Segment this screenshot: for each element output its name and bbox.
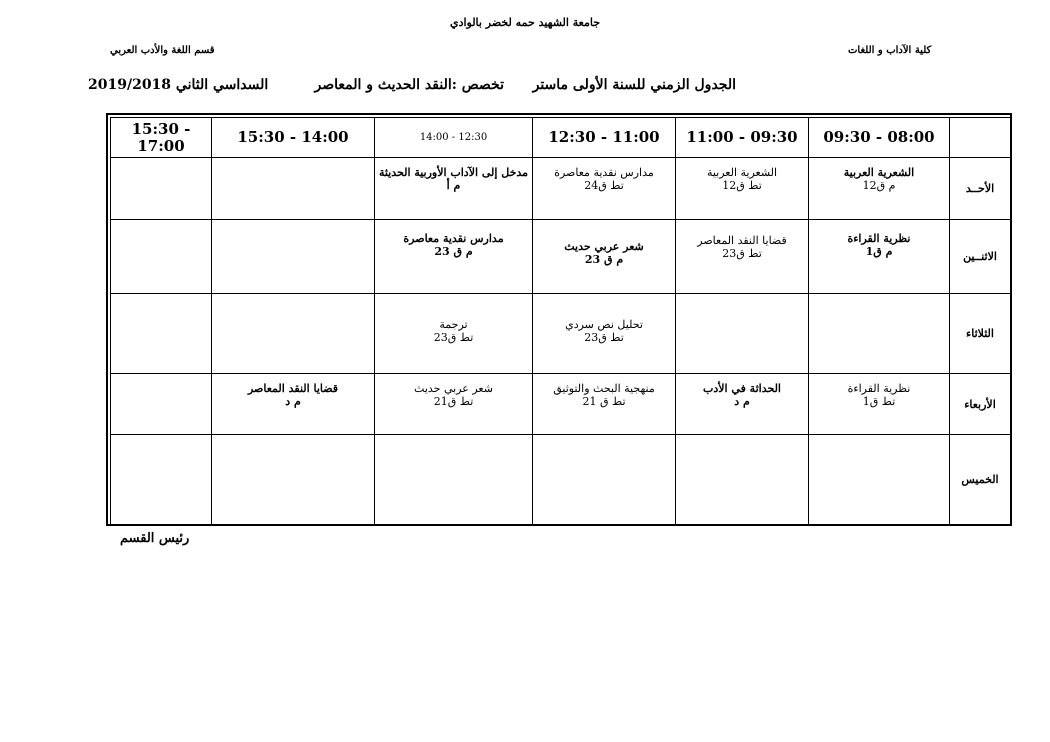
faculty-name: كلية الآداب و اللغات [848, 45, 932, 56]
subject: نظرية القراءة [847, 232, 911, 245]
cell-thu-3 [533, 435, 676, 525]
cell-thu-4 [375, 435, 533, 525]
cell-mon-4 [375, 220, 533, 294]
day-row-wednesday [111, 374, 1011, 435]
cell-wed-6 [111, 374, 212, 435]
title-semester: السداسي الثاني 2019/2018 [88, 77, 269, 93]
room: تط ق24 [584, 179, 624, 192]
day-row-tuesday [111, 294, 1011, 374]
corner-cell [950, 118, 1011, 158]
subject: مدارس نقدية معاصرة [554, 166, 654, 179]
subject: ترجمة [439, 318, 468, 331]
subject: منهجية البحث والتوثيق [553, 382, 655, 395]
room: م ق 23 [584, 253, 624, 266]
room: م ق 23 [434, 245, 473, 258]
day-label: الثلاثاء [950, 294, 1011, 374]
department-name: قسم اللغة والأدب العربي [110, 45, 215, 56]
cell-thu-6 [111, 435, 212, 525]
title-level: الجدول الزمني للسنة الأولى ماستر [532, 77, 736, 93]
subject: الشعرية العربية [706, 166, 778, 179]
cell-wed-2 [676, 374, 809, 435]
cell-tue-3 [533, 294, 676, 374]
cell-tue-1 [809, 294, 950, 374]
subject: قضايا النقد المعاصر [697, 234, 787, 247]
cell-sun-1 [809, 158, 950, 220]
room: م ق1 [865, 245, 893, 258]
cell-tue-2 [676, 294, 809, 374]
subject: الشعرية العربية [843, 166, 915, 179]
cell-tue-4 [375, 294, 533, 374]
university-name: جامعة الشهيد حمه لخضر بالوادي [449, 16, 601, 29]
room: تط ق12 [722, 179, 762, 192]
cell-sun-5 [212, 158, 375, 220]
cell-sun-4 [375, 158, 533, 220]
subject: تحليل نص سردي [565, 318, 643, 331]
time-slot-1: 09:30 - 08:00 [809, 118, 950, 158]
cell-tue-6 [111, 294, 212, 374]
cell-mon-1 [809, 220, 950, 294]
day-label: الخميس [950, 435, 1011, 525]
time-slot-2: 11:00 - 09:30 [676, 118, 809, 158]
time-header-row [111, 118, 1011, 158]
cell-wed-5 [212, 374, 375, 435]
subject: الحداثة في الأدب [703, 382, 781, 395]
timetable-grid [110, 117, 1011, 525]
cell-sun-6 [111, 158, 212, 220]
subject: نظرية القراءة [847, 382, 911, 395]
subject: مدارس نقدية معاصرة [403, 232, 504, 245]
room: م ق12 [862, 179, 896, 192]
time-slot-5: 15:30 - 14:00 [212, 118, 375, 158]
cell-sun-3 [533, 158, 676, 220]
cell-mon-2 [676, 220, 809, 294]
cell-thu-5 [212, 435, 375, 525]
room: تط ق23 [722, 247, 762, 260]
room: م د [734, 395, 750, 408]
cell-sun-2 [676, 158, 809, 220]
cell-wed-3 [533, 374, 676, 435]
room: تط ق21 [433, 395, 474, 408]
cell-mon-5 [212, 220, 375, 294]
day-row-sunday [111, 158, 1011, 220]
title-specialty: تخصص :النقد الحديث و المعاصر [314, 77, 504, 93]
room: م أ [446, 179, 461, 192]
time-slot-4: 14:00 - 12:30 [375, 118, 533, 158]
cell-wed-4 [375, 374, 533, 435]
cell-wed-1 [809, 374, 950, 435]
room: تط ق23 [433, 331, 474, 344]
room: تط ق23 [584, 331, 624, 344]
subject: شعر عربي حديث [414, 382, 493, 395]
subject: قضايا النقد المعاصر [247, 382, 339, 395]
cell-tue-5 [212, 294, 375, 374]
cell-thu-2 [676, 435, 809, 525]
time-slot-6: 15:30 - 17:00 [111, 118, 212, 158]
day-row-monday [111, 220, 1011, 294]
day-row-thursday [111, 435, 1011, 525]
time-slot-3: 12:30 - 11:00 [533, 118, 676, 158]
subject: مدخل إلى الآداب الأوربية الحديثة [378, 166, 529, 179]
room: تط ق1 [862, 395, 896, 408]
timetable [106, 113, 1012, 526]
cell-thu-1 [809, 435, 950, 525]
document-title [88, 77, 736, 99]
cell-mon-3 [533, 220, 676, 294]
room: تط ق 21 [582, 395, 626, 408]
day-label: الاثنــين [950, 220, 1011, 294]
cell-mon-6 [111, 220, 212, 294]
day-label: الأربعاء [950, 374, 1011, 435]
day-label: الأحــد [950, 158, 1011, 220]
subject: شعر عربي حديث [564, 240, 644, 253]
department-head-signature: رئيس القسم [120, 531, 190, 546]
room: م د [285, 395, 301, 408]
